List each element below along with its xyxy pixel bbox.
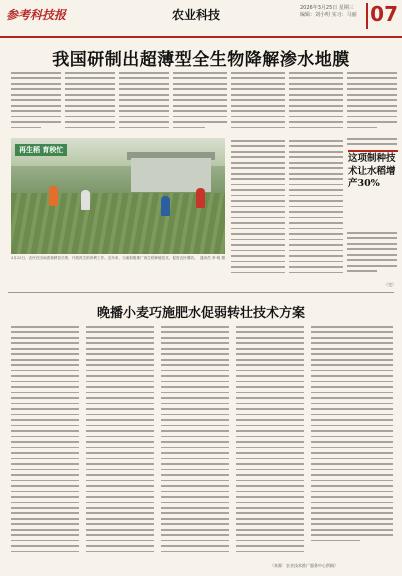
photo-caption — [11, 256, 225, 261]
header-editor: 编辑：刘小明 实习：马丽 — [300, 11, 357, 18]
article1-column-7 — [347, 72, 397, 134]
article1-column-10 — [347, 138, 397, 150]
photo-person — [196, 188, 205, 208]
article2-column-1 — [11, 326, 79, 562]
article1-column-5 — [231, 72, 285, 134]
article2-source-note: （来源：农业技术推广服务中心供稿） — [270, 563, 338, 568]
header-date: 2026年3月25日 星期三 — [300, 5, 354, 11]
article1-column-4 — [173, 72, 227, 134]
article1-column-8 — [231, 140, 285, 280]
photo-person — [49, 186, 58, 206]
photo-person — [81, 190, 90, 210]
photo-person — [161, 196, 170, 216]
page-header — [0, 0, 402, 38]
article2-column-3 — [161, 326, 229, 562]
section-title: 农业科技 — [172, 8, 221, 22]
article1-column-1 — [11, 72, 61, 134]
article2-column-2 — [86, 326, 154, 562]
page-number: 07 — [370, 2, 398, 26]
photo-field — [11, 193, 225, 254]
photo-title-band: 再生稻 育秧忙 — [15, 144, 67, 156]
article1-end-mark: （完） — [384, 282, 396, 287]
photo-credit: 通讯员 李 明 摄 — [200, 256, 225, 260]
article1-column-6 — [289, 72, 343, 134]
article1-column-2 — [65, 72, 115, 134]
masthead: 参考科技报 — [6, 8, 67, 22]
article2-column-4 — [236, 326, 304, 562]
header-meta — [300, 5, 360, 18]
section-divider — [8, 292, 394, 293]
article2-headline: 晚播小麦巧施肥水促弱转壮技术方案 — [96, 306, 305, 321]
pull-quote: 这项制种技术让水稻增产30% — [348, 153, 396, 189]
photo-building — [131, 158, 211, 192]
article1-column-9 — [289, 140, 343, 280]
article1-column-3 — [119, 72, 169, 134]
photo-caption-text: 3月23日，农民在田间查看秧苗长势，开展再生稻育秧工作。近年来，当地积极推广再生稻种植技术，促进农民增收。 — [11, 256, 198, 260]
article1-column-11 — [347, 232, 397, 278]
rice-seedling-photo — [11, 138, 225, 254]
page-number-rule — [366, 3, 368, 29]
pull-quote-rule — [348, 150, 398, 152]
article2-column-5 — [311, 326, 393, 556]
article1-headline: 我国研制出超薄型全生物降解渗水地膜 — [52, 50, 350, 70]
